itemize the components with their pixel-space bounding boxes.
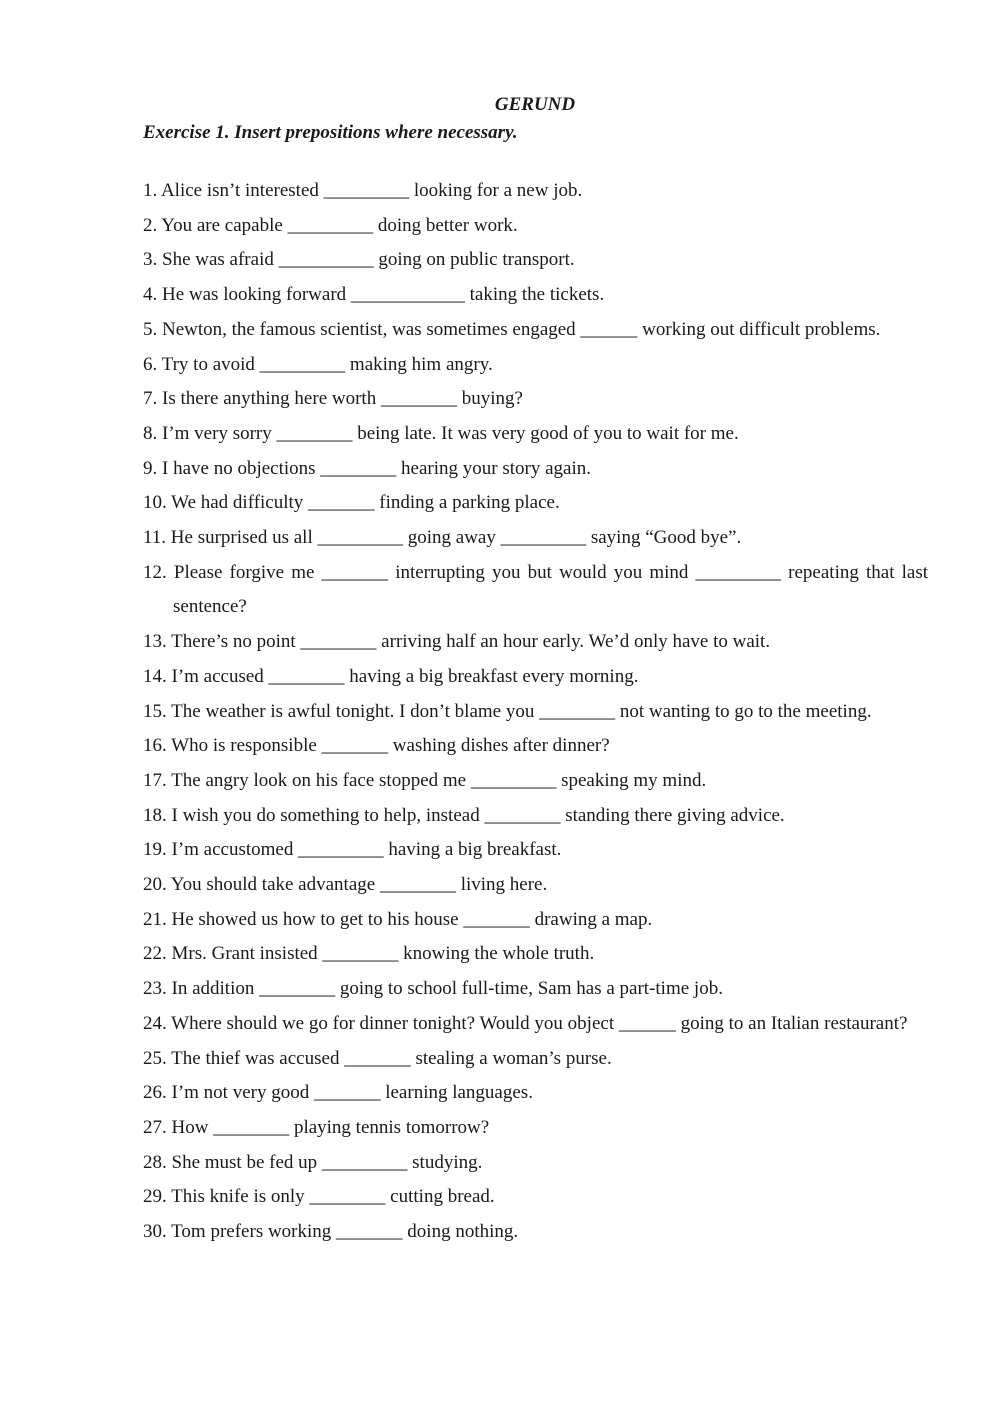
exercise-item: 29. This knife is only ________ cutting bread. — [143, 1186, 495, 1208]
exercise-item: 3. She was afraid __________ going on public transport. — [143, 249, 575, 271]
exercise-item: 20. You should take advantage ________ living here. — [143, 874, 548, 896]
exercise-item: 21. He showed us how to get to his house _______ drawing a map. — [143, 908, 653, 930]
exercise-item: 14. I’m accused ________ having a big breakfast every morning. — [143, 665, 639, 687]
exercise-list — [143, 174, 928, 1250]
exercise-item: 17. The angry look on his face stopped me _________ speaking my mind. — [143, 769, 707, 791]
exercise-item: 8. I’m very sorry ________ being late. It was very good of you to wait for me. — [143, 422, 739, 444]
exercise-item: 9. I have no objections ________ hearing your story again. — [143, 457, 591, 479]
exercise-item: 23. In addition ________ going to school full-time, Sam has a part-time job. — [143, 978, 723, 1000]
exercise-item: 28. She must be fed up _________ studying. — [143, 1151, 483, 1173]
exercise-item: 5. Newton, the famous scientist, was sometimes engaged ______ working out difficult problems. — [143, 318, 881, 340]
exercise-item: 18. I wish you do something to help, instead ________ standing there giving advice. — [143, 804, 785, 826]
exercise-heading: Exercise 1. Insert prepositions where necessary. — [143, 122, 518, 143]
exercise-item: 6. Try to avoid _________ making him angry. — [143, 353, 493, 375]
exercise-item: 30. Tom prefers working _______ doing nothing. — [143, 1221, 519, 1243]
exercise-item: 15. The weather is awful tonight. I don’t blame you ________ not wanting to go to the meeting. — [143, 700, 872, 722]
exercise-item: 27. How ________ playing tennis tomorrow? — [143, 1116, 490, 1138]
exercise-item: 19. I’m accustomed _________ having a big breakfast. — [143, 839, 562, 861]
exercise-item: 25. The thief was accused _______ stealing a woman’s purse. — [143, 1047, 612, 1069]
exercise-item: 2. You are capable _________ doing better work. — [143, 214, 518, 236]
exercise-item: 26. I’m not very good _______ learning languages. — [143, 1082, 533, 1104]
exercise-item: 10. We had difficulty _______ finding a parking place. — [143, 492, 560, 514]
worksheet-title: GERUND — [494, 94, 576, 115]
exercise-item: 7. Is there anything here worth ________ buying? — [143, 388, 523, 410]
exercise-item: 4. He was looking forward ____________ taking the tickets. — [143, 284, 605, 306]
exercise-item: 12. Please forgive me _______ interrupting you but would you mind _________ repeating that last sentence? — [143, 561, 928, 618]
exercise-item: 22. Mrs. Grant insisted ________ knowing the whole truth. — [143, 943, 595, 965]
exercise-item: 11. He surprised us all _________ going away _________ saying “Good bye”. — [143, 527, 742, 549]
exercise-item: 13. There’s no point ________ arriving half an hour early. We’d only have to wait. — [143, 631, 771, 653]
exercise-item: 24. Where should we go for dinner tonight? Would you object ______ going to an Italian restaurant? — [143, 1012, 908, 1034]
exercise-item: 1. Alice isn’t interested _________ looking for a new job. — [143, 180, 583, 201]
exercise-item: 16. Who is responsible _______ washing dishes after dinner? — [143, 735, 610, 757]
